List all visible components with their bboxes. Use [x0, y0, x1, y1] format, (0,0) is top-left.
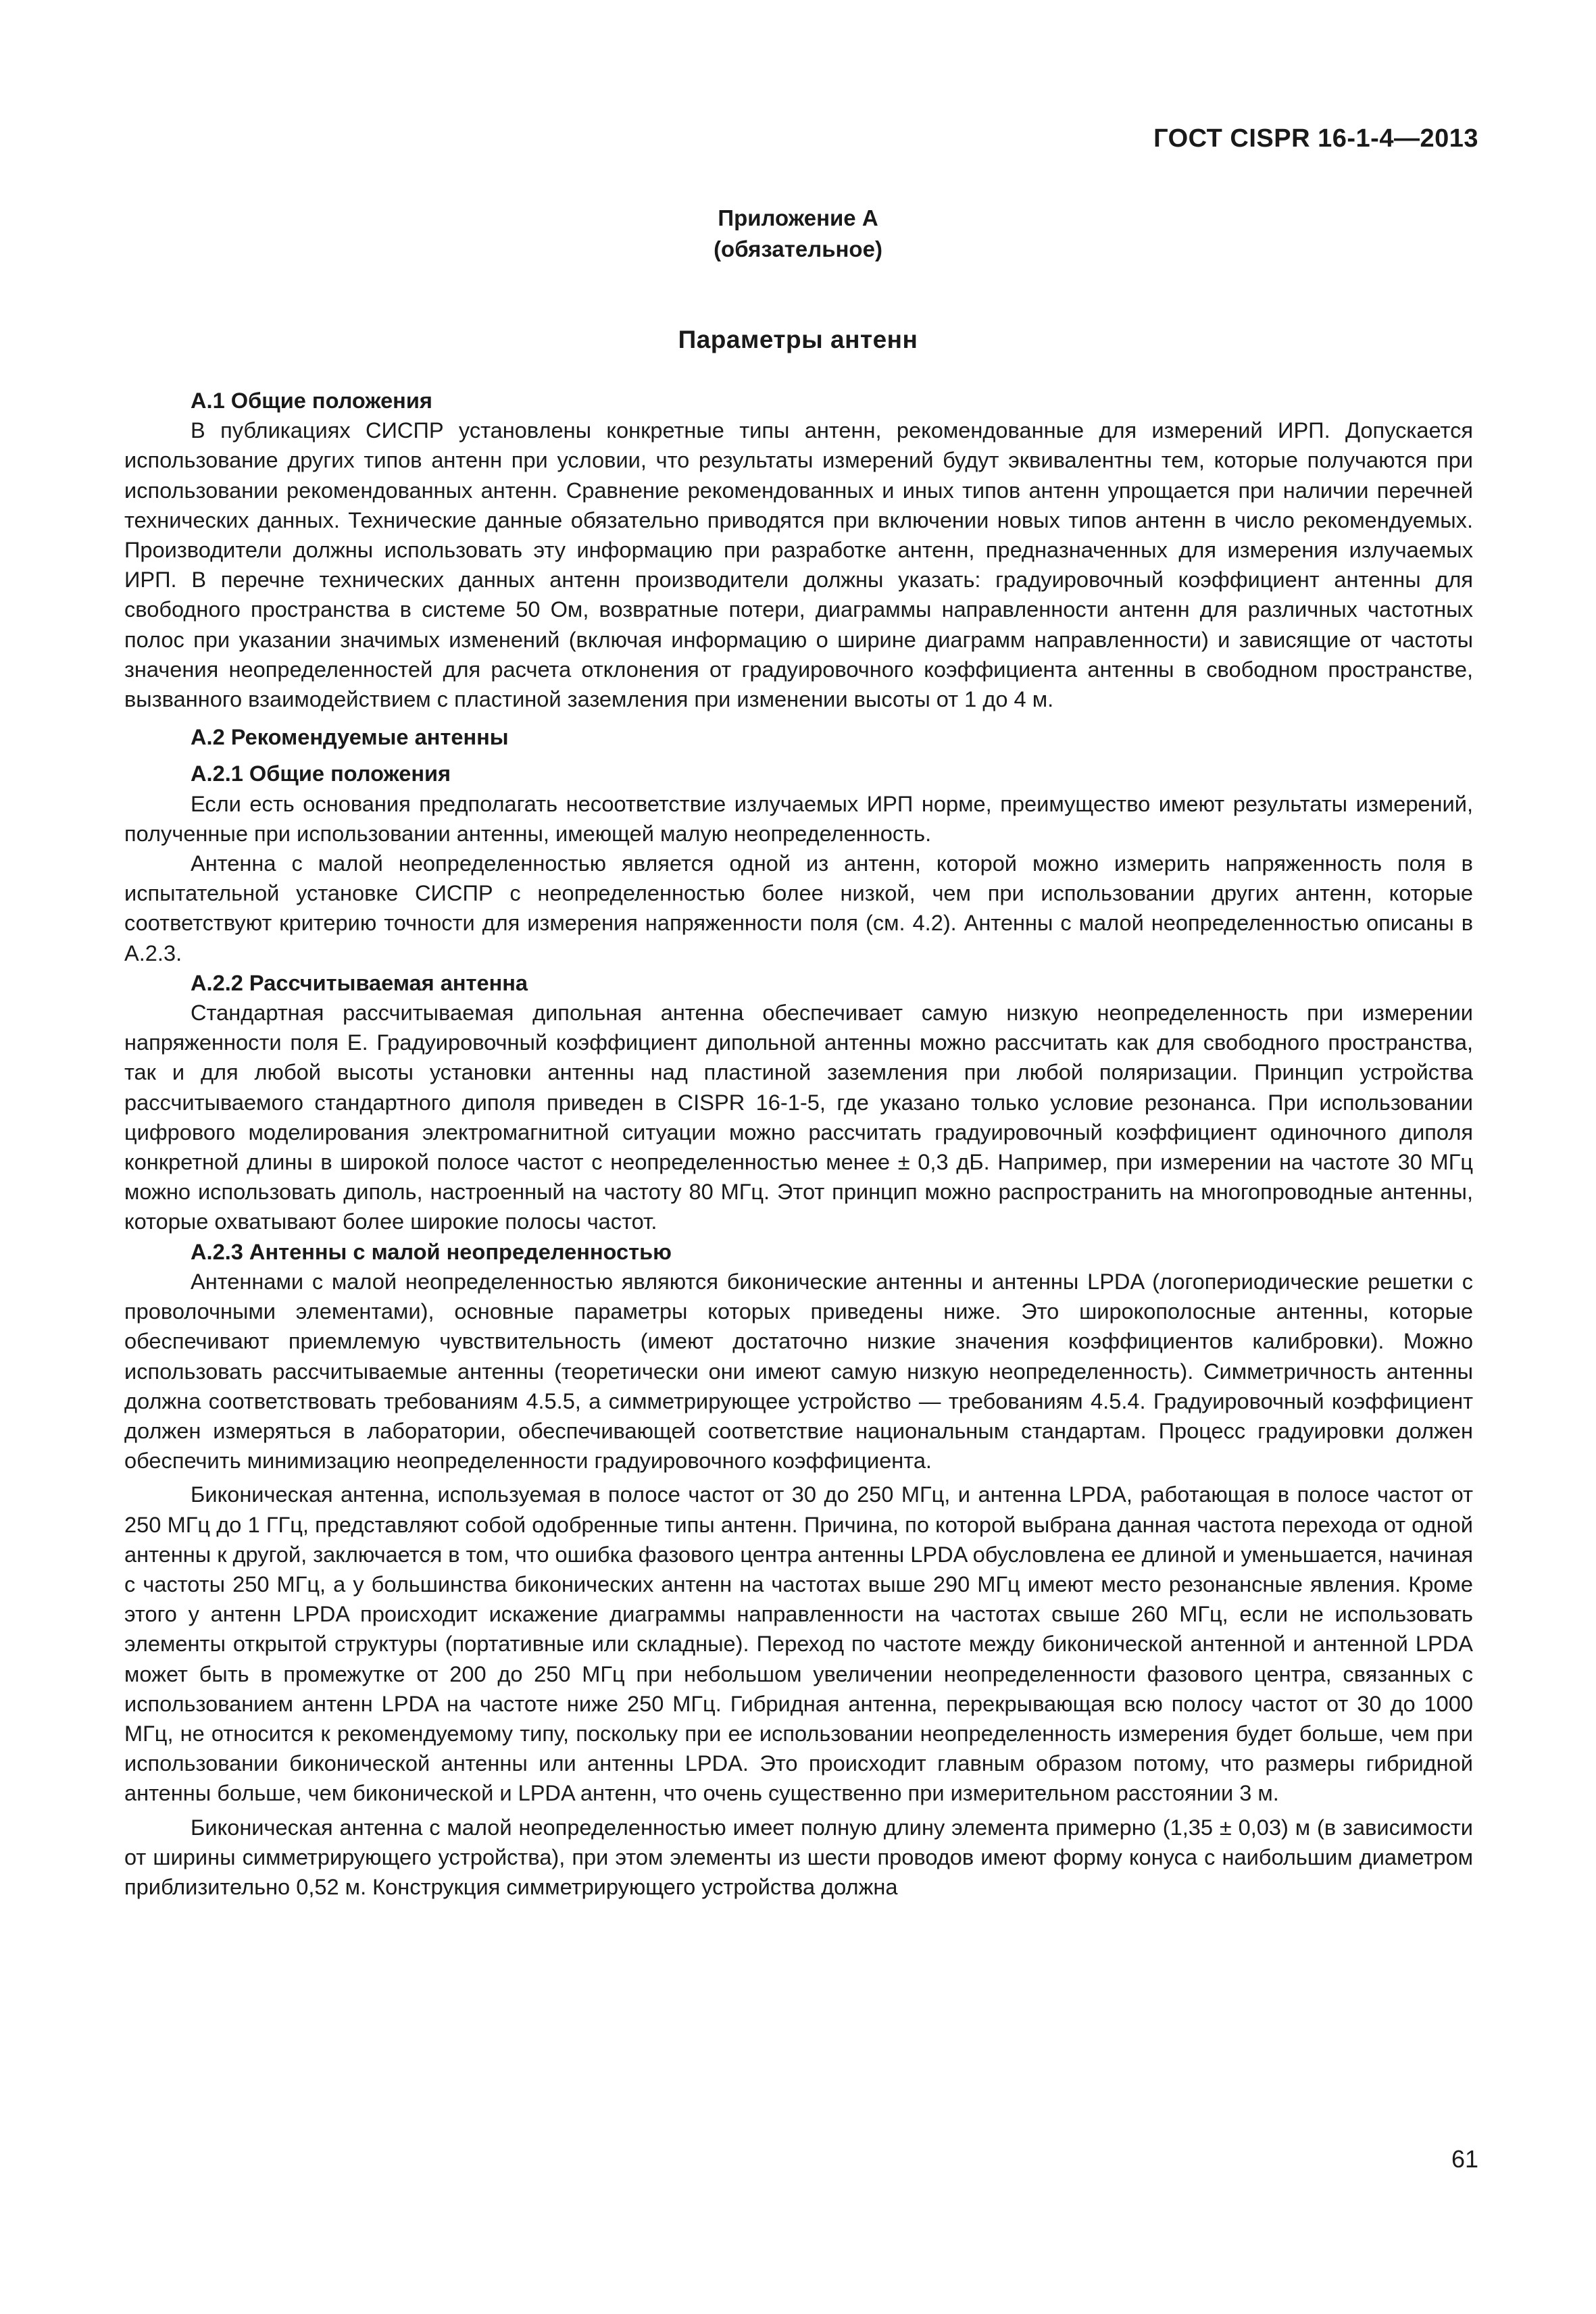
- document-body: [124, 386, 1473, 1902]
- section-heading-a2-2: А.2.2 Рассчитываемая антенна: [191, 970, 528, 995]
- annex-heading: [0, 203, 1596, 265]
- annex-title: Параметры антенн: [678, 326, 918, 353]
- section-heading-a2-1: А.2.1 Общие положения: [191, 761, 451, 786]
- paragraph: Биконическая антенна, используемая в полосе частот от 30 до 250 МГц, и антенна LPDA, работающая в полосе частот от 250 МГц до 1 ГГц, представляют собой одобренные типы антенн. Причина, по которой выбрана данная частота перехода от одной антенны к другой, заключается в том, что ошибка фазового центра антенны LPDA обусловлена ее длиной и уменьшается, начиная с частоты 250 МГц, а у большинства биконических антенн на частотах выше 290 МГц имеют место резонансные явления. Кроме этого у антенн LPDA происходит искажение диаграммы направленности на частотах свыше 260 МГц, если не использовать элементы открытой структуры (портативные или складные). Переход по частоте между биконической антенной и антенной LPDA может быть в промежутке от 200 до 250 МГц при небольшом увеличении неопределенности фазового центра, связанных с использованием антенн LPDA на частоте ниже 250 МГц. Гибридная антенна, перекрывающая всю полосу частот от 30 до 1000 МГц, не относится к рекомендуемому типу, поскольку при ее использовании неопределенность измерения будет больше, чем при использовании биконической антенны или антенны LPDA. Это происходит главным образом потому, что размеры гибридной антенны больше, чем биконической и LPDA антенн, что очень существенно при измерительном расстоянии 3 м.: [124, 1482, 1473, 1806]
- paragraph: Биконическая антенна с малой неопределенностью имеет полную длину элемента примерно (1,35 ± 0,03) м (в зависимости от ширины симметрирующего устройства), при этом элементы из шести проводов имеют форму конуса с наибольшим диаметром приблизительно 0,52 м. Конструкция симметрирующего устройства должна: [124, 1814, 1473, 1899]
- section-heading-a2-3: А.2.3 Антенны с малой неопределенностью: [191, 1238, 672, 1264]
- page-number: 61: [1451, 2145, 1478, 2173]
- annex-label: Приложение А: [718, 205, 878, 230]
- paragraph: В публикациях СИСПР установлены конкретные типы антенн, рекомендованные для измерений ИРП. Допускается использование других типов антенн при условии, что результаты измерений будут эквивалентны тем, которые получаются при использовании рекомендованных антенн. Сравнение рекомендованных и иных типов антенн упрощается при наличии перечней технических данных. Технические данные обязательно приводятся при включении новых типов антенн в число рекомендуемых. Производители должны использовать эту информацию при разработке антенн, предназначенных для измерения излучаемых ИРП. В перечне технических данных антенн производители должны указать: градуировочный коэффициент антенны для свободного пространства в системе 50 Ом, возвратные потери, диаграммы направленности антенн для различных частотных полос при указании значимых изменений (включая информацию о ширине диаграмм направленности) и зависящие от частоты значения неопределенностей для расчета отклонения от градуировочного коэффициента антенны в свободном пространстве, вызванного взаимодействием с пластиной заземления при изменении высоты от 1 до 4 м.: [124, 418, 1473, 712]
- paragraph: Антенна с малой неопределенностью является одной из антенн, которой можно измерить напряженность поля в испытательной установке СИСПР с неопределенностью более низкой, чем при использовании других антенн, которые соответствуют критерию точности для измерения напряженности поля (см. 4.2). Антенны с малой неопределенностью описаны в А.2.3.: [124, 851, 1473, 965]
- section-heading-a1: А.1 Общие положения: [191, 388, 432, 413]
- standard-designation: ГОСТ CISPR 16-1-4—2013: [1153, 124, 1478, 153]
- paragraph: Антеннами с малой неопределенностью являются биконические антенны и антенны LPDA (логопериодические решетки с проволочными элементами), основные параметры которых приведены ниже. Это широкополосные антенны, которые обеспечивают приемлемую чувствительность (имеют достаточно низкие значения коэффициентов калибровки). Можно использовать рассчитываемые антенны (теоретически они имеют самую низкую неопределенность). Симметричность антенны должна соответствовать требованиям 4.5.5, а симметрирующее устройство — требованиям 4.5.4. Градуировочный коэффициент должен измеряться в лаборатории, обеспечивающей соответствие национальным стандартам. Процесс градуировки должен обеспечить минимизацию неопределенности градуировочного коэффициента.: [124, 1268, 1473, 1474]
- annex-status: (обязательное): [714, 236, 882, 261]
- paragraph: Стандартная рассчитываемая дипольная антенна обеспечивает самую низкую неопределенность при измерении напряженности поля E. Градуировочный коэффициент дипольной антенны можно рассчитать как для свободного пространства, так и для любой высоты установки антенны над пластиной заземления при любой поляризации. Принцип устройства рассчитываемого стандартного диполя приведен в CISPR 16-1-5, где указано только условие резонанса. При использовании цифрового моделирования электромагнитной ситуации можно рассчитать градуировочный коэффициент одиночного диполя конкретной длины в широкой полосе частот с неопределенностью менее ± 0,3 дБ. Например, при измерении на частоте 30 МГц можно использовать диполь, настроенный на частоту 80 МГц. Этот принцип можно распространить на многопроводные антенны, которые охватывают более широкие полосы частот.: [124, 1000, 1473, 1234]
- paragraph: Если есть основания предполагать несоответствие излучаемых ИРП норме, преимущество имеют результаты измерений, полученные при использовании антенны, имеющей малую неопределенность.: [124, 790, 1473, 846]
- section-heading-a2: А.2 Рекомендуемые антенны: [191, 724, 509, 750]
